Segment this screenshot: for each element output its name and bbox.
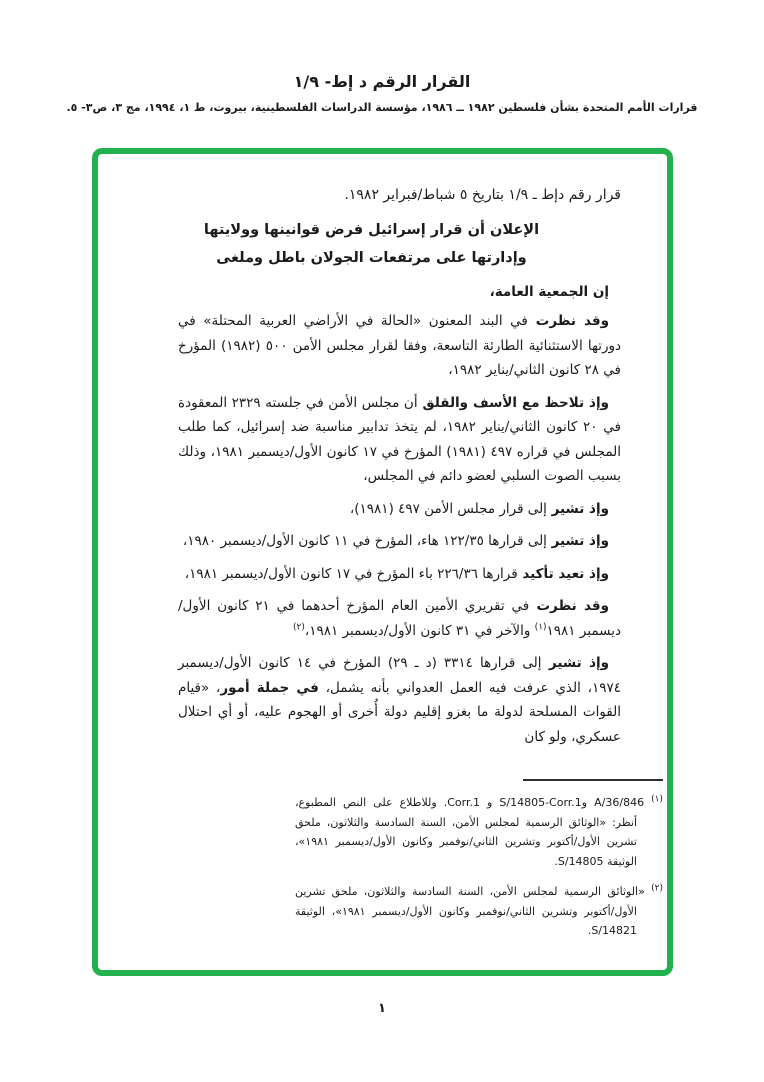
body-text: والآخر في ٣١ كانون الأول/ديسمبر ١٩٨١،	[304, 622, 535, 639]
body-text: أن مجلس الأمن في جلسته ٢٣٢٩ المعقودة في ٢٠ كانون الثاني/يناير ١٩٨٢، لم يتخذ تدابير مناسبة ضد إسرائيل، كما طلب المجلس في قراره ٤٩٧ (١٩٨١) المؤرخ في ١٧ كانون الأول/ديسمبر ١٩٨١، وذلك بسبب الصوت السلبي لعضو دائم في المجلس،	[178, 394, 622, 484]
body-text: ، «قيام القوات المسلحة لدولة ما بغزو إقليم دولة أُخرى أو الهجوم عليه، أو أي احتلال عسكري، ولو كان	[178, 679, 621, 745]
footnote-marker: (٢)	[293, 622, 305, 632]
preamble-paragraph	[178, 594, 621, 643]
preamble-paragraph	[178, 497, 621, 522]
preamble-paragraph	[178, 529, 621, 554]
body-text: في تقريري الأمين العام المؤرخ أحدهما في ٢١ كانون الأول/ديسمبر ١٩٨١	[178, 598, 621, 639]
preamble-paragraph	[178, 562, 621, 587]
preamble-paragraphs	[178, 309, 621, 749]
footnotes-section	[295, 779, 663, 941]
page-number: ١	[378, 1001, 386, 1016]
document-green-frame	[92, 148, 673, 976]
body-text: «الوثائق الرسمية لمجلس الأمن، السنة السادسة والثلاثون، ملحق تشرين الأول/أكتوبر وتشرين الثاني/نوفمبر وكانون الأول/ديسمبر ١٩٨١»، الوثيقة S/14821.	[295, 885, 652, 937]
emphasis-text: وقد نظرت	[529, 598, 609, 614]
resolution-number-line: قرار رقم دإط ـ ١/٩ بتاريخ ٥ شباط/فبراير ١٩٨٢.	[344, 187, 621, 203]
emphasis-text: وإذ تعيد تأكيد	[517, 565, 609, 582]
footnote-marker: (٢)	[651, 883, 663, 894]
emphasis-text: وقد نظرت	[527, 313, 609, 329]
emphasis-text: وإذ تشير	[546, 500, 609, 517]
document-title-line-2: وإدارتها على مرتفعات الجولان باطل وملغى	[216, 250, 527, 266]
preamble-opening: إن الجمعية العامة،	[489, 284, 609, 300]
footnote	[295, 793, 663, 871]
body-text: إلى قرارها ١٢٢/٣٥ هاء، المؤرخ في ١١ كانون الأول/ديسمبر ١٩٨٠،	[182, 533, 547, 549]
emphasis-text: وإذ تلاحظ مع الأسف والقلق	[417, 394, 609, 411]
footnote-marker: (١)	[651, 794, 664, 805]
preamble-paragraph	[178, 651, 621, 749]
body-text: إلى قرارها ٣٣١٤ (د ـ ٢٩) المؤرخ في ١٤ كانون الأول/ديسمبر ١٩٧٤، الذي عرفت فيه العمل العدواني بأنه يشمل،	[178, 655, 621, 696]
preamble-paragraph	[178, 309, 621, 383]
preamble-paragraph	[178, 391, 621, 489]
body-text: A/36/846 وS/14805-Corr.1 و Corr.1. وللاطلاع على النص المطبوع، أنظر: «الوثائق الرسمية لمجلس الأمن، السنة السادسة والثلاثون، ملحق تشرين الأول/أكتوبر وتشرين الثاني/نوفمبر وكانون الأول/ديسمبر ١٩٨١»، الوثيقة S/14805.	[295, 796, 652, 868]
emphasis-text: وإذ تشير	[546, 533, 609, 549]
footnote	[295, 882, 663, 941]
body-text: إلى قرار مجلس الأمن ٤٩٧ (١٩٨١)،	[349, 500, 547, 517]
body-text: قرارها ٢٢٦/٣٦ باء المؤرخ في ١٧ كانون الأول/ديسمبر ١٩٨١،	[184, 565, 518, 582]
emphasis-text: في جملة أمور	[220, 679, 319, 696]
footnote-marker: (١)	[534, 622, 547, 632]
emphasis-text: وإذ تشير	[541, 655, 610, 671]
page-title: القرار الرقم د إط- ١/٩	[293, 72, 471, 91]
body-text: في البند المعنون «الحالة في الأراضي العربية المحتلة» في دورتها الاستثنائية الطارئة التاسعة، وفقا لقرار مجلس الأمن ٥٠٠ (١٩٨٢) المؤرخ في ٢٨ كانون الثاني/يناير ١٩٨٢،	[178, 313, 622, 378]
document-title-line-1: الإعلان أن قرار إسرائيل فرض قوانينها وولايتها	[203, 222, 540, 238]
footnotes-list	[295, 793, 663, 941]
document-title	[178, 216, 621, 272]
footnote-separator-rule	[523, 779, 663, 781]
source-citation: قرارات الأمم المتحدة بشأن فلسطين ١٩٨٢ ــ ١٩٨٦، مؤسسة الدراسات الفلسطينية، بيروت، ط ١، ١٩٩٤، مج ٣، ص٣- ٥.	[66, 101, 698, 114]
